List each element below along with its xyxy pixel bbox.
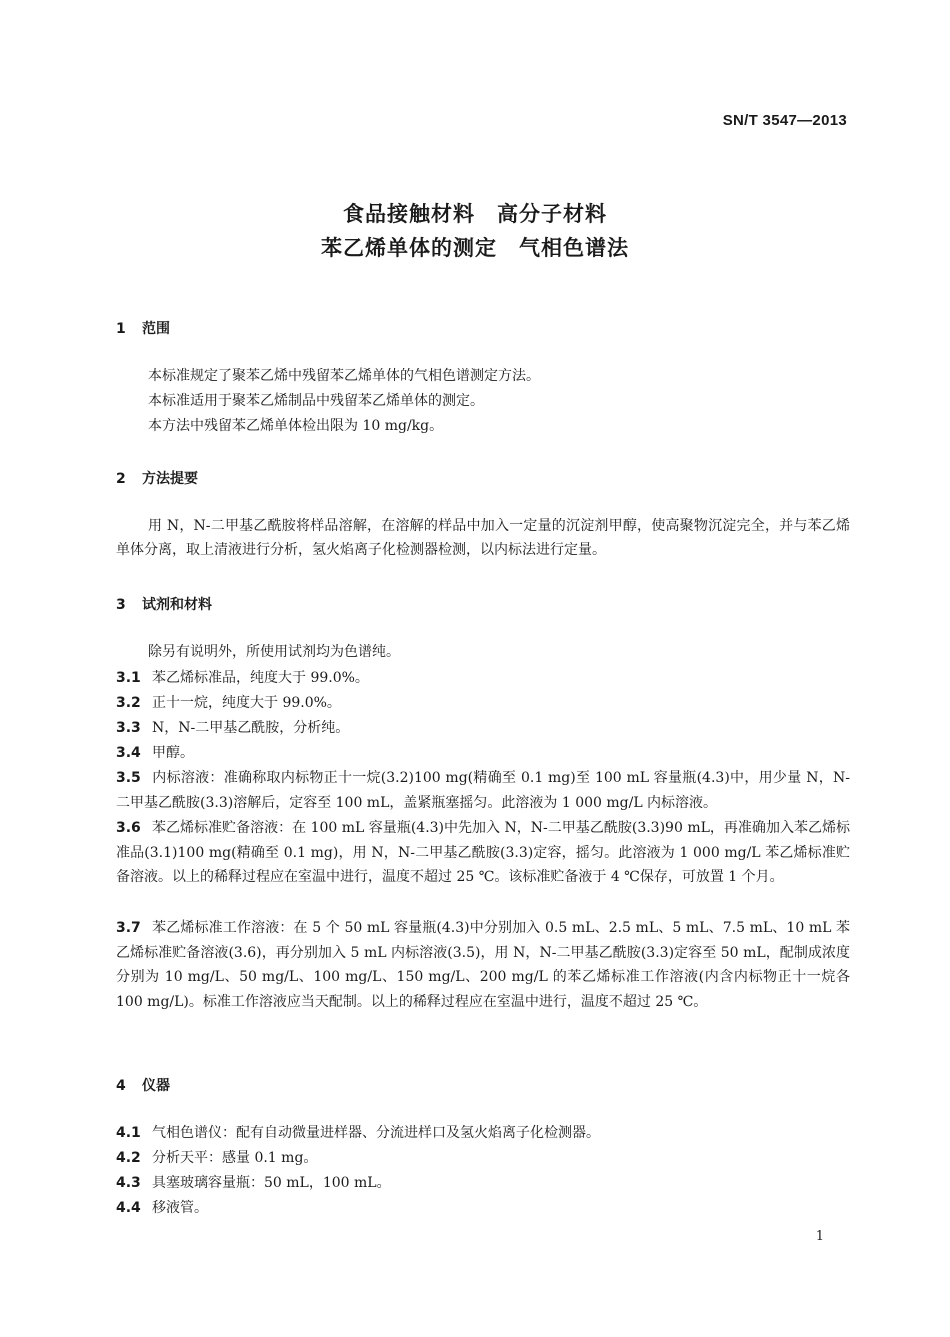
paragraph: 本标准适用于聚苯乙烯制品中残留苯乙烯单体的测定。 — [148, 393, 484, 409]
standard-code: SN/T 3547—2013 — [722, 112, 847, 129]
clause-4-4 — [116, 1196, 850, 1221]
clause-number: 3.5 — [116, 770, 141, 786]
paragraph: 除另有说明外，所使用试剂均为色谱纯。 — [148, 644, 400, 660]
clause-3-4 — [116, 741, 850, 766]
paragraph: 用 N，N-二甲基乙酰胺将样品溶解，在溶解的样品中加入一定量的沉淀剂甲醇，使高聚物沉淀完全，并与苯乙烯单体分离，取上清液进行分析，氢火焰离子化检测器检测，以内标法进行定量。 — [116, 518, 850, 558]
document-title-line-2: 苯乙烯单体的测定 气相色谱法 — [321, 236, 629, 260]
section-number: 2 — [116, 471, 126, 487]
clause-3-5 — [116, 766, 850, 815]
document-title-line-1: 食品接触材料 高分子材料 — [343, 202, 607, 226]
clause-number: 3.7 — [116, 920, 141, 936]
section-heading-3 — [116, 594, 212, 614]
clause-4-2 — [116, 1146, 850, 1171]
clause-text: 苯乙烯标准工作溶液：在 5 个 50 mL 容量瓶(4.3)中分别加入 0.5 mL、2.5 mL、5 mL、7.5 mL、10 mL 苯乙烯标准贮备溶液(3.6)，再分别加入 5 mL 内标溶液(3.5)，用 N，N-二甲基乙酰胺(3.3)定容至 50 mL，配制成浓度分别为 10 mg/L、50 mg/L、100 mg/L、150 mg/L、200 mg/L 的苯乙烯标准工作溶液(内含内标物正十一烷各 100 mg/L)。标准工作溶液应当天配制。以上的稀释过程应在室温中进行，温度不超过 25 ℃。 — [116, 920, 850, 1011]
section-title: 仪器 — [142, 1078, 170, 1094]
clause-text: 甲醇。 — [152, 745, 194, 761]
clause-3-2 — [116, 691, 850, 716]
clause-number: 4.1 — [116, 1125, 141, 1141]
clause-text: 苯乙烯标准品，纯度大于 99.0%。 — [152, 670, 369, 686]
section-heading-2 — [116, 468, 198, 488]
clause-3-3 — [116, 716, 850, 741]
clause-3-6 — [116, 816, 850, 890]
clause-number: 4.2 — [116, 1150, 141, 1166]
clause-3-1 — [116, 666, 850, 691]
clause-number: 3.6 — [116, 820, 141, 836]
section-number: 1 — [116, 321, 126, 337]
clause-number: 4.4 — [116, 1200, 141, 1216]
clause-number: 3.2 — [116, 695, 141, 711]
clause-number: 3.3 — [116, 720, 141, 736]
clause-text: N，N-二甲基乙酰胺，分析纯。 — [152, 720, 350, 736]
clause-text: 具塞玻璃容量瓶：50 mL，100 mL。 — [152, 1175, 391, 1191]
section-title: 方法提要 — [142, 471, 198, 487]
clause-4-3 — [116, 1171, 850, 1196]
paragraph: 本标准规定了聚苯乙烯中残留苯乙烯单体的气相色谱测定方法。 — [148, 368, 540, 384]
clause-number: 4.3 — [116, 1175, 141, 1191]
section-title: 试剂和材料 — [142, 597, 212, 613]
clause-3-7 — [116, 916, 850, 1015]
clause-text: 苯乙烯标准贮备溶液：在 100 mL 容量瓶(4.3)中先加入 N，N-二甲基乙酰胺(3.3)90 mL，再准确加入苯乙烯标准品(3.1)100 mg(精确至 0.1 mg)，用 N，N-二甲基乙酰胺(3.3)定容，摇匀。此溶液为 1 000 mg/L 苯乙烯标准贮备溶液。以上的稀释过程应在室温中进行，温度不超过 25 ℃。该标准贮备液于 4 ℃保存，可放置 1 个月。 — [116, 820, 850, 886]
section-number: 3 — [116, 597, 126, 613]
clause-text: 分析天平：感量 0.1 mg。 — [152, 1150, 318, 1166]
clause-text: 正十一烷，纯度大于 99.0%。 — [152, 695, 341, 711]
clause-number: 3.4 — [116, 745, 141, 761]
section-heading-4 — [116, 1075, 170, 1095]
clause-number: 3.1 — [116, 670, 141, 686]
section-number: 4 — [116, 1078, 126, 1094]
clause-text: 内标溶液：准确称取内标物正十一烷(3.2)100 mg(精确至 0.1 mg)至 100 mL 容量瓶(4.3)中，用少量 N，N-二甲基乙酰胺(3.3)溶解后，定容至 100 mL，盖紧瓶塞摇匀。此溶液为 1 000 mg/L 内标溶液。 — [116, 770, 850, 811]
clause-text: 移液管。 — [152, 1200, 208, 1216]
clause-text: 气相色谱仪：配有自动微量进样器、分流进样口及氢火焰离子化检测器。 — [152, 1125, 600, 1141]
section-heading-1 — [116, 318, 170, 338]
section-title: 范围 — [142, 321, 170, 337]
clause-4-1 — [116, 1121, 850, 1146]
paragraph: 本方法中残留苯乙烯单体检出限为 10 mg/kg。 — [148, 418, 444, 434]
page-number: 1 — [815, 1229, 824, 1244]
